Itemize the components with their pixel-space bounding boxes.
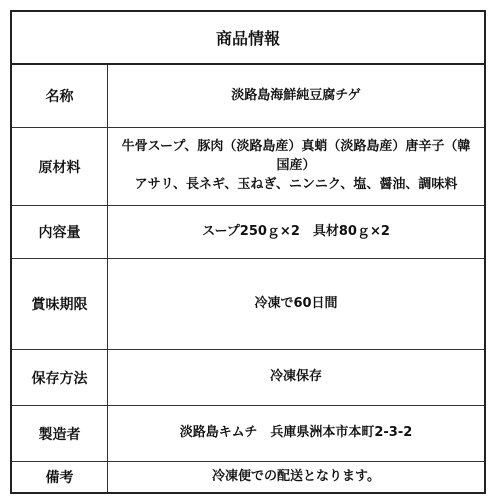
product-info-table: [10, 10, 486, 494]
value-storage: 冷凍保存: [108, 350, 484, 406]
label-remarks: 備考: [12, 462, 108, 492]
value-remarks: 冷凍便での配送となります。: [212, 468, 380, 484]
ingredients-line-1: 牛骨スープ、豚肉（淡路島産）真蛸（淡路島産）唐辛子（韓国産）: [121, 139, 471, 174]
table-title: 商品情報: [12, 12, 484, 65]
label-best-before: 賞味期限: [12, 259, 108, 350]
label-storage: 保存方法: [12, 350, 108, 406]
value-ingredients: [108, 128, 484, 206]
label-ingredients: 原材料: [12, 128, 108, 206]
label-manufacturer: 製造者: [12, 406, 108, 462]
label-name: 名称: [12, 65, 108, 128]
ingredients-line-2: アサリ、長ネギ、玉ねぎ、ニンニク、塩、醤油、調味料: [134, 176, 458, 192]
value-name: 淡路島海鮮純豆腐チゲ: [108, 65, 484, 128]
value-manufacturer: 淡路島キムチ 兵庫県洲本市本町2-3-2: [108, 406, 484, 462]
label-contents: 内容量: [12, 206, 108, 259]
value-best-before: 冷凍で60日間: [108, 259, 484, 350]
value-contents: スープ250ｇ×2 具材80ｇ×2: [108, 206, 484, 259]
